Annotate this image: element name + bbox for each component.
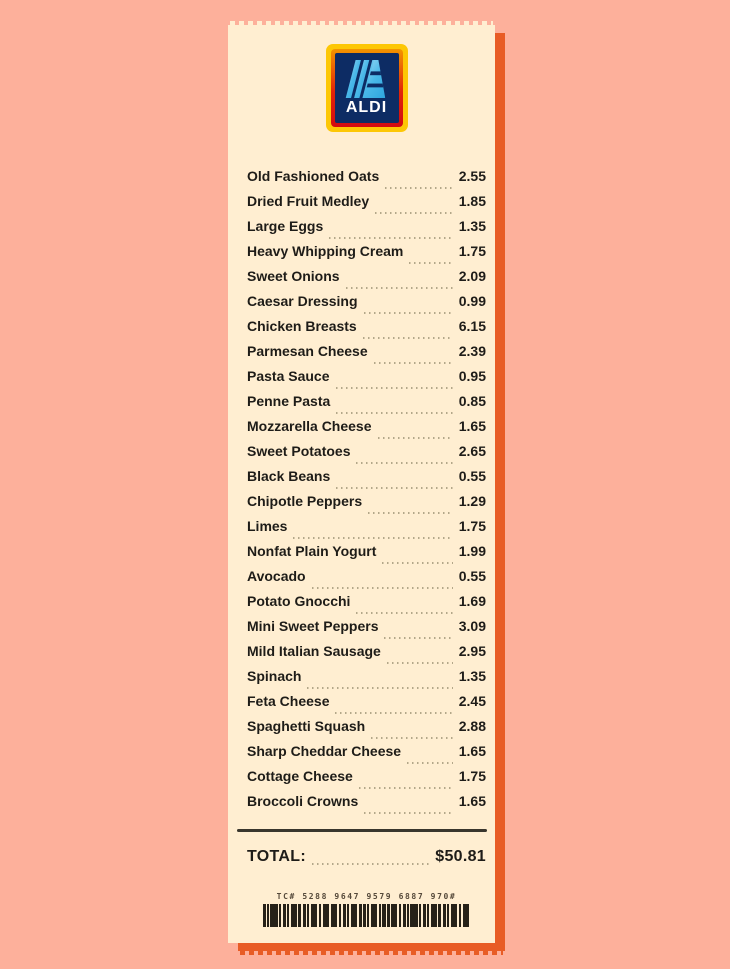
item-name: Dried Fruit Medley: [247, 193, 370, 209]
dotted-leader: [336, 412, 452, 414]
receipt-item-row: [247, 418, 486, 443]
dotted-leader: [387, 662, 453, 664]
receipt-item-row: [247, 168, 486, 193]
receipt: [228, 25, 495, 943]
item-name: Mozzarella Cheese: [247, 418, 372, 434]
item-price: 2.45: [458, 693, 486, 709]
item-price: 1.65: [458, 793, 486, 809]
dotted-leader: [346, 287, 453, 289]
dotted-leader: [364, 812, 453, 814]
item-price: 0.55: [458, 568, 486, 584]
item-name: Heavy Whipping Cream: [247, 243, 404, 259]
aldi-logo-ring: [331, 49, 403, 127]
dotted-leader: [312, 863, 429, 865]
item-list: [247, 168, 486, 818]
receipt-item-row: [247, 318, 486, 343]
item-name: Avocado: [247, 568, 306, 584]
receipt-item-row: [247, 743, 486, 768]
dotted-leader: [407, 762, 453, 764]
aldi-wordmark: ALDI: [345, 99, 388, 116]
item-name: Old Fashioned Oats: [247, 168, 380, 184]
receipt-item-row: [247, 468, 486, 493]
item-price: 3.09: [458, 618, 486, 634]
item-price: 1.99: [458, 543, 486, 559]
item-name: Chipotle Peppers: [247, 493, 363, 509]
item-name: Sweet Potatoes: [247, 443, 351, 459]
dotted-leader: [385, 187, 453, 189]
item-price: 2.65: [458, 443, 486, 459]
item-name: Spinach: [247, 668, 302, 684]
item-price: 2.88: [458, 718, 486, 734]
aldi-logo-panel: [335, 53, 399, 123]
item-price: 1.75: [458, 243, 486, 259]
dotted-leader: [384, 637, 452, 639]
dotted-leader: [329, 237, 453, 239]
receipt-item-row: [247, 293, 486, 318]
dotted-leader: [371, 737, 453, 739]
dotted-leader: [374, 362, 453, 364]
receipt-item-row: [247, 493, 486, 518]
item-price: 1.29: [458, 493, 486, 509]
item-name: Feta Cheese: [247, 693, 330, 709]
dotted-leader: [359, 787, 453, 789]
item-name: Mild Italian Sausage: [247, 643, 381, 659]
item-name: Cottage Cheese: [247, 768, 353, 784]
item-price: 2.39: [458, 343, 486, 359]
receipt-item-row: [247, 518, 486, 543]
item-name: Limes: [247, 518, 288, 534]
receipt-item-row: [247, 768, 486, 793]
dotted-leader: [312, 587, 453, 589]
dotted-leader: [336, 387, 453, 389]
aldi-a-emblem-icon: [345, 60, 389, 98]
receipt-item-row: [247, 193, 486, 218]
receipt-item-row: [247, 393, 486, 418]
item-price: 6.15: [458, 318, 486, 334]
dotted-leader: [336, 487, 452, 489]
dotted-leader: [356, 612, 452, 614]
item-price: 1.75: [458, 518, 486, 534]
item-name: Caesar Dressing: [247, 293, 358, 309]
item-price: 2.09: [458, 268, 486, 284]
item-name: Large Eggs: [247, 218, 324, 234]
item-name: Chicken Breasts: [247, 318, 357, 334]
dotted-leader: [356, 462, 452, 464]
dotted-leader: [368, 512, 453, 514]
item-price: 2.55: [458, 168, 486, 184]
dotted-leader: [293, 537, 452, 539]
item-name: Mini Sweet Peppers: [247, 618, 379, 634]
item-price: 1.69: [458, 593, 486, 609]
receipt-item-row: [247, 643, 486, 668]
receipt-item-row: [247, 668, 486, 693]
dotted-leader: [307, 687, 452, 689]
item-price: 1.85: [458, 193, 486, 209]
item-name: Nonfat Plain Yogurt: [247, 543, 377, 559]
dotted-leader: [409, 262, 452, 264]
receipt-item-row: [247, 718, 486, 743]
item-price: 1.65: [458, 418, 486, 434]
receipt-item-row: [247, 343, 486, 368]
dotted-leader: [382, 562, 452, 564]
item-price: 1.35: [458, 218, 486, 234]
total-row: [247, 848, 486, 870]
receipt-item-row: [247, 568, 486, 593]
item-name: Penne Pasta: [247, 393, 331, 409]
item-name: Black Beans: [247, 468, 331, 484]
aldi-logo: [326, 44, 408, 132]
item-name: Parmesan Cheese: [247, 343, 368, 359]
dotted-leader: [363, 337, 453, 339]
dotted-leader: [364, 312, 453, 314]
dotted-leader: [375, 212, 453, 214]
item-price: 0.85: [458, 393, 486, 409]
total-value: $50.81: [435, 848, 486, 865]
dotted-leader: [335, 712, 452, 714]
receipt-item-row: [247, 693, 486, 718]
item-name: Sweet Onions: [247, 268, 340, 284]
receipt-item-row: [247, 543, 486, 568]
item-name: Potato Gnocchi: [247, 593, 351, 609]
item-price: 0.55: [458, 468, 486, 484]
item-name: Sharp Cheddar Cheese: [247, 743, 402, 759]
barcode: [263, 904, 471, 927]
total-label: TOTAL:: [247, 848, 306, 865]
receipt-item-row: [247, 443, 486, 468]
item-name: Pasta Sauce: [247, 368, 330, 384]
total-divider: [237, 829, 487, 832]
item-price: 1.35: [458, 668, 486, 684]
item-price: 0.95: [458, 368, 486, 384]
dotted-leader: [378, 437, 453, 439]
item-price: 2.95: [458, 643, 486, 659]
item-name: Spaghetti Squash: [247, 718, 366, 734]
receipt-item-row: [247, 793, 486, 818]
receipt-item-row: [247, 218, 486, 243]
receipt-item-row: [247, 268, 486, 293]
receipt-item-row: [247, 368, 486, 393]
receipt-item-row: [247, 618, 486, 643]
item-price: 1.65: [458, 743, 486, 759]
barcode-number: TC# 5288 9647 9579 6887 970#: [276, 892, 457, 901]
item-price: 0.99: [458, 293, 486, 309]
item-name: Broccoli Crowns: [247, 793, 359, 809]
receipt-item-row: [247, 243, 486, 268]
item-price: 1.75: [458, 768, 486, 784]
receipt-item-row: [247, 593, 486, 618]
